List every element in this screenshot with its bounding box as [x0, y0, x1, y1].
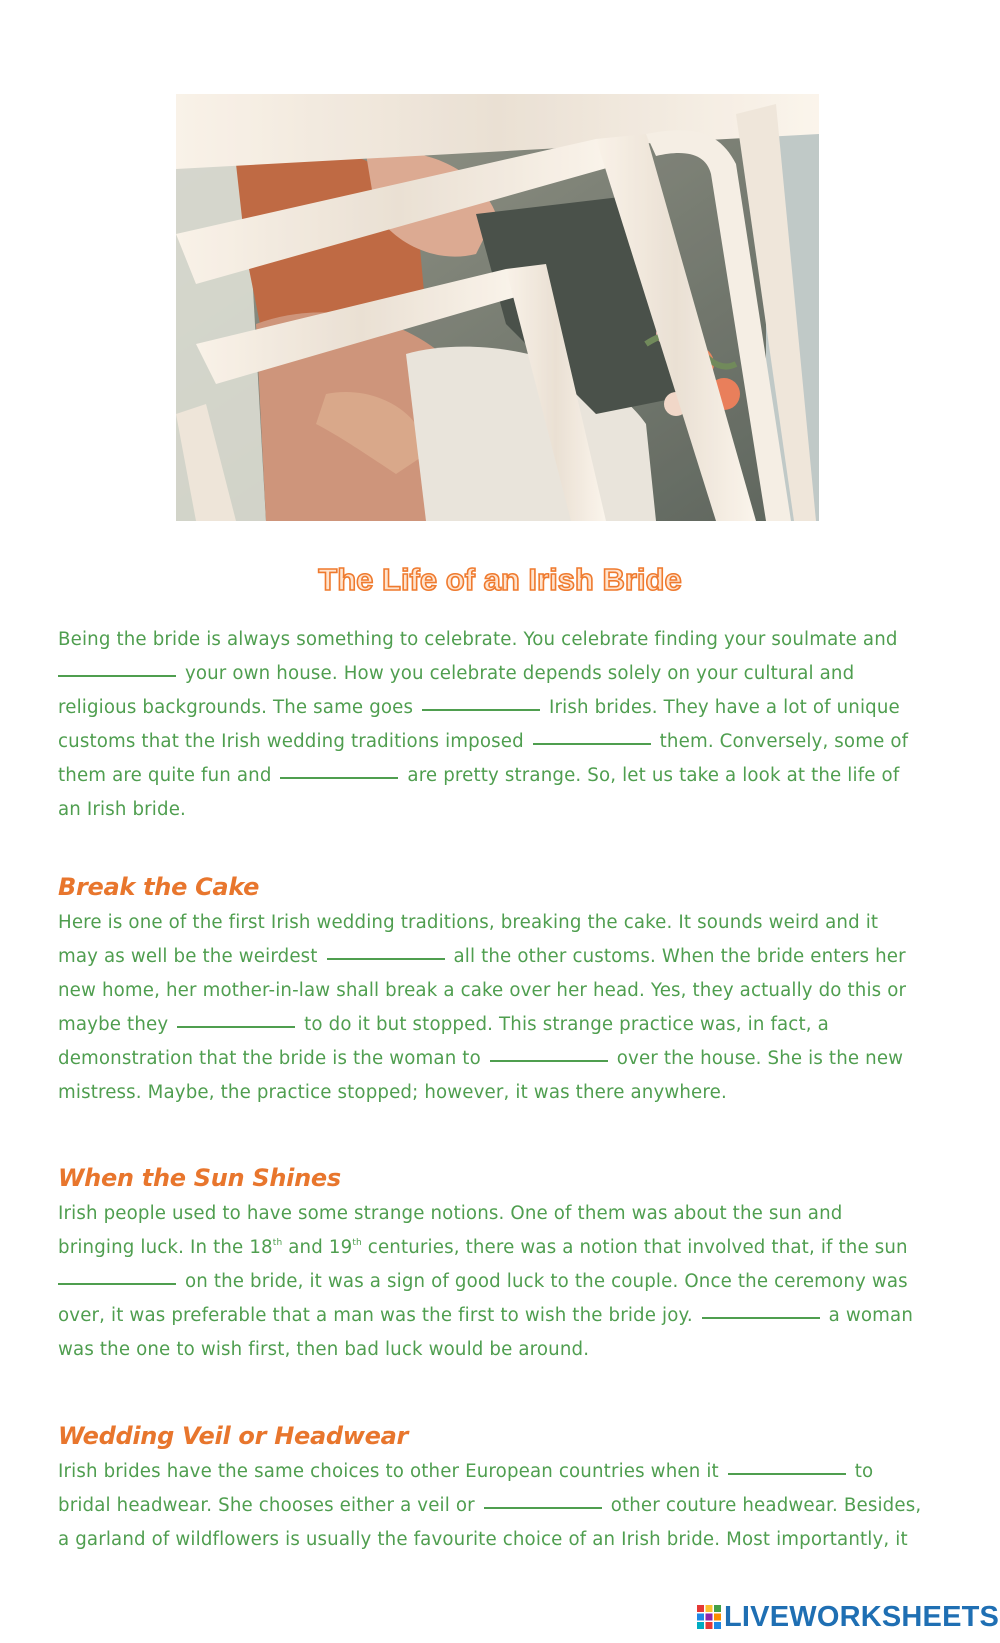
text-line: a garland of wildflowers is usually the favourite choice of an Irish bride. Most importantly, it [58, 1529, 908, 1550]
logo-grid-icon [697, 1605, 721, 1629]
text-line: bridal headwear. She chooses either a veil or other couture headwear. Besides, [58, 1495, 922, 1516]
text-line: bringing luck. In the 18th and 19th centuries, there was a notion that involved that, if the sun [58, 1237, 908, 1258]
text-line: Being the bride is always something to celebrate. You celebrate finding your soulmate and [58, 629, 898, 650]
text-line: was the one to wish first, then bad luck would be around. [58, 1339, 590, 1360]
answer-blank[interactable] [58, 675, 176, 677]
text-line: over, it was preferable that a man was the first to wish the bride joy. a woman [58, 1305, 914, 1326]
answer-blank[interactable] [327, 958, 445, 960]
text-line: may as well be the weirdest all the other customs. When the bride enters her [58, 946, 906, 967]
bride-in-car-photo [176, 94, 819, 521]
text-line: new home, her mother-in-law shall break a cake over her head. Yes, they actually do this or [58, 980, 907, 1001]
intro-paragraph [58, 623, 943, 827]
veil-paragraph [58, 1455, 943, 1557]
text-line: religious backgrounds. The same goes Irish brides. They have a lot of unique [58, 697, 900, 718]
section-heading-sun: When the Sun Shines [58, 1164, 341, 1192]
text-line: your own house. How you celebrate depends solely on your cultural and [58, 657, 943, 691]
photo-illustration [176, 94, 819, 521]
answer-blank[interactable] [490, 1060, 608, 1062]
answer-blank[interactable] [533, 743, 651, 745]
answer-blank[interactable] [702, 1317, 820, 1319]
answer-blank[interactable] [58, 1283, 176, 1285]
text-line: an Irish bride. [58, 799, 186, 820]
text-line: maybe they to do it but stopped. This strange practice was, in fact, a [58, 1014, 829, 1035]
section-heading-veil: Wedding Veil or Headwear [58, 1422, 409, 1450]
answer-blank[interactable] [484, 1507, 602, 1509]
section-heading-cake: Break the Cake [58, 873, 260, 901]
text-line: Irish people used to have some strange notions. One of them was about the sun and [58, 1203, 843, 1224]
liveworksheets-logo[interactable] [697, 1600, 999, 1634]
sun-paragraph [58, 1197, 943, 1367]
cake-paragraph [58, 906, 943, 1110]
answer-blank[interactable] [177, 1026, 295, 1028]
answer-blank[interactable] [280, 777, 398, 779]
text-line: mistress. Maybe, the practice stopped; however, it was there anywhere. [58, 1082, 727, 1103]
text-line: them are quite fun and are pretty strange. So, let us take a look at the life of [58, 765, 900, 786]
logo-text: LIVEWORKSHEETS [724, 1600, 1000, 1633]
text-line: customs that the Irish wedding traditions imposed them. Conversely, some of [58, 731, 909, 752]
answer-blank[interactable] [422, 709, 540, 711]
text-line: Irish brides have the same choices to other European countries when it to [58, 1461, 874, 1482]
text-line: on the bride, it was a sign of good luck to the couple. Once the ceremony was [58, 1265, 943, 1299]
page-title: The Life of an Irish Bride [318, 562, 682, 597]
answer-blank[interactable] [728, 1473, 846, 1475]
text-line: Here is one of the first Irish wedding traditions, breaking the cake. It sounds weird and it [58, 912, 879, 933]
text-line: demonstration that the bride is the woman to over the house. She is the new [58, 1048, 904, 1069]
